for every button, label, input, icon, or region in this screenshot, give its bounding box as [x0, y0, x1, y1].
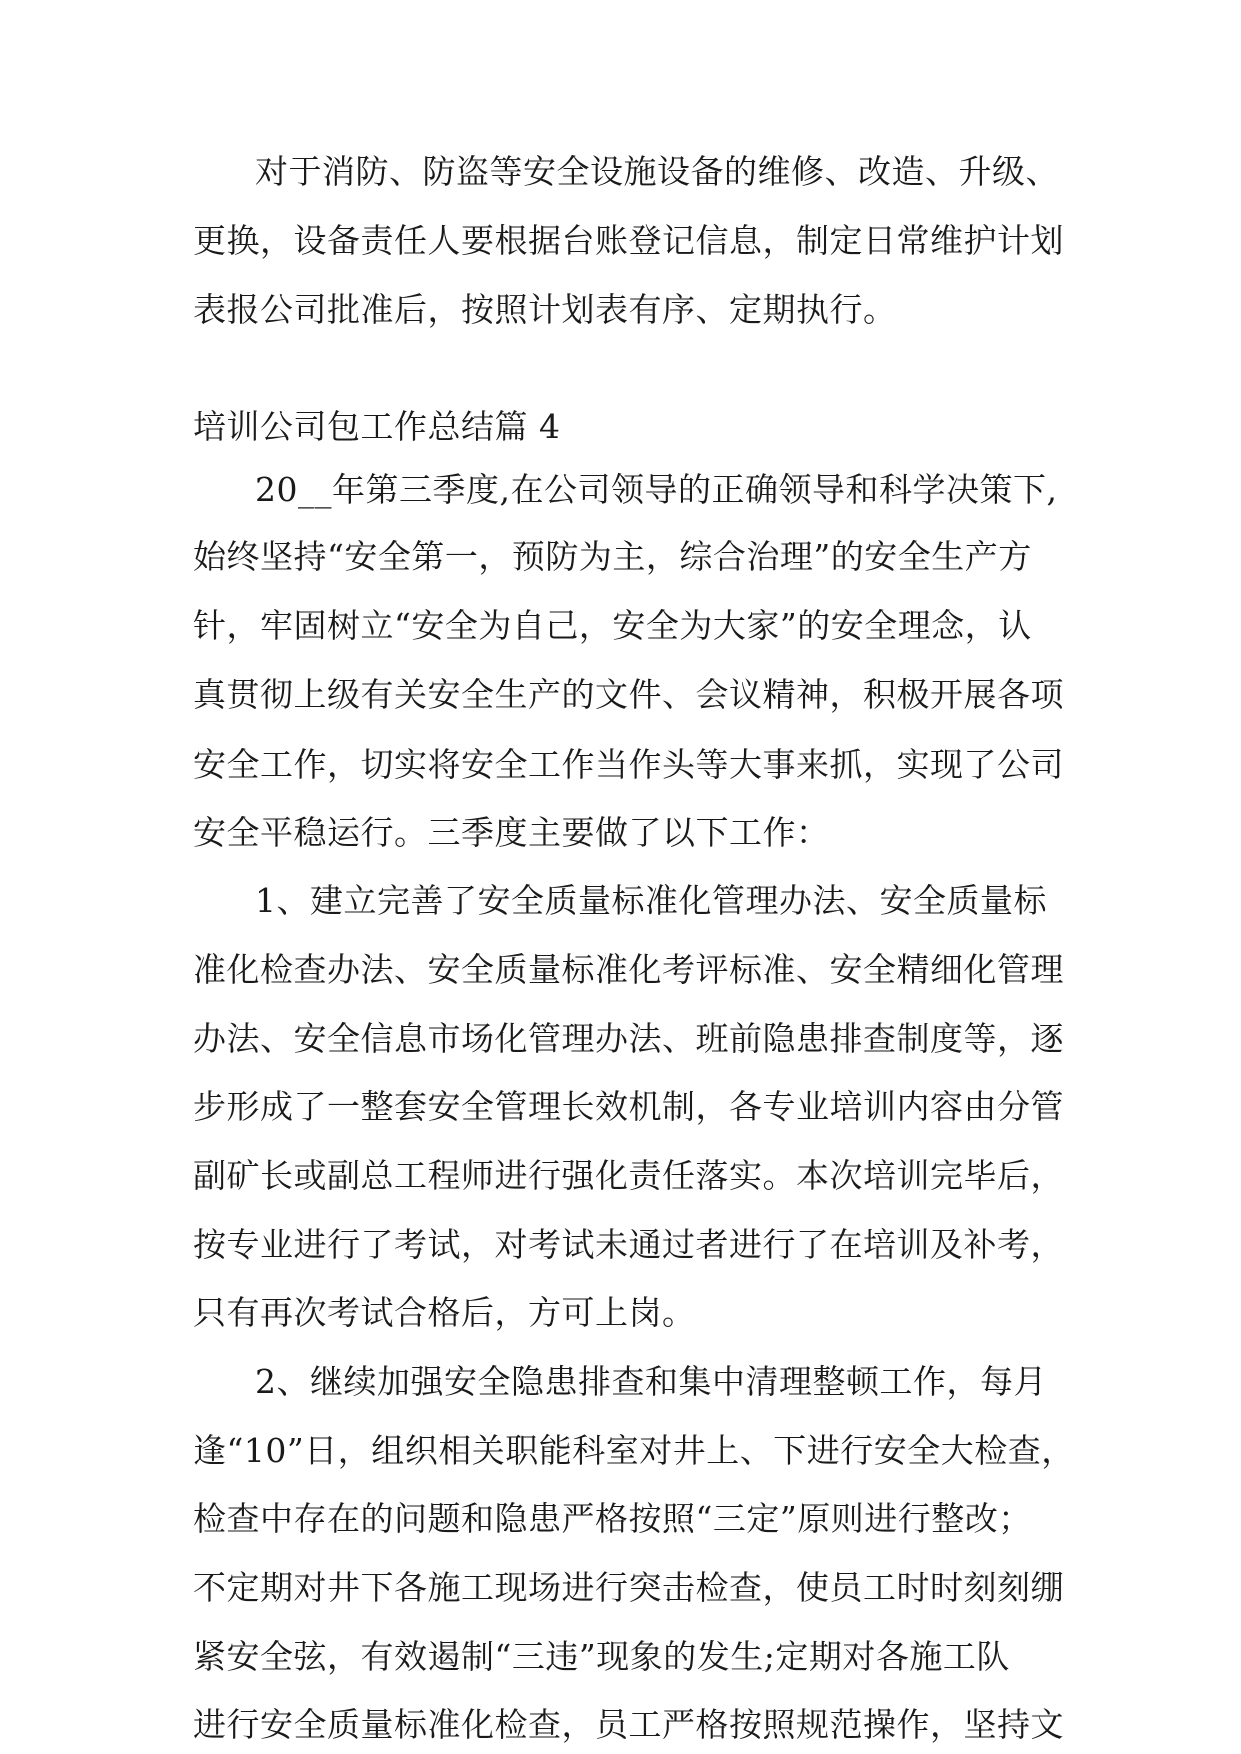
paragraph-line: 表报公司批准后，按照计划表有序、定期执行。: [193, 290, 897, 329]
paragraph-line: 对于消防、防盗等安全设施设备的维修、改造、升级、: [255, 152, 1059, 191]
paragraph-line: 针，牢固树立“安全为自己，安全为大家”的安全理念，认: [193, 606, 1032, 645]
paragraph-line: 进行安全质量标准化检查，员工严格按照规范操作，坚持文: [193, 1705, 1064, 1744]
paragraph-line: 办法、安全信息市场化管理办法、班前隐患排查制度等，逐: [193, 1019, 1064, 1058]
section-heading: 培训公司包工作总结篇 4: [193, 407, 561, 446]
paragraph-line: 准化检查办法、安全质量标准化考评标准、安全精细化管理: [193, 950, 1064, 989]
paragraph-line: 副矿长或副总工程师进行强化责任落实。本次培训完毕后，: [193, 1156, 1064, 1195]
paragraph-line: 安全工作，切实将安全工作当作头等大事来抓，实现了公司: [193, 745, 1064, 784]
paragraph-line: 检查中存在的问题和隐患严格按照“三定”原则进行整改；: [193, 1499, 1032, 1538]
paragraph-line: 2、继续加强安全隐患排查和集中清理整顿工作，每月: [255, 1362, 1047, 1401]
paragraph-line: 1、建立完善了安全质量标准化管理办法、安全质量标: [255, 881, 1047, 920]
paragraph-line: 紧安全弦，有效遏制“三违”现象的发生;定期对各施工队: [193, 1637, 1010, 1676]
paragraph-line: 不定期对井下各施工现场进行突击检查，使员工时时刻刻绷: [193, 1568, 1064, 1607]
paragraph-line: 安全平稳运行。三季度主要做了以下工作：: [193, 813, 830, 852]
paragraph-line: 始终坚持“安全第一，预防为主，综合治理”的安全生产方: [193, 537, 1032, 576]
paragraph-line: 步形成了一整套安全管理长效机制，各专业培训内容由分管: [193, 1087, 1064, 1126]
paragraph-line: 按专业进行了考试，对考试未通过者进行了在培训及补考，: [193, 1225, 1064, 1264]
paragraph-line: 真贯彻上级有关安全生产的文件、会议精神，积极开展各项: [193, 675, 1064, 714]
paragraph-line: 只有再次考试合格后，方可上岗。: [193, 1293, 696, 1332]
paragraph-line: 逢“10”日，组织相关职能科室对井上、下进行安全大检查，: [193, 1431, 1075, 1470]
paragraph-line: 更换，设备责任人要根据台账登记信息，制定日常维护计划: [193, 221, 1064, 260]
paragraph-line: 20__年第三季度,在公司领导的正确领导和科学决策下,: [255, 470, 1058, 509]
